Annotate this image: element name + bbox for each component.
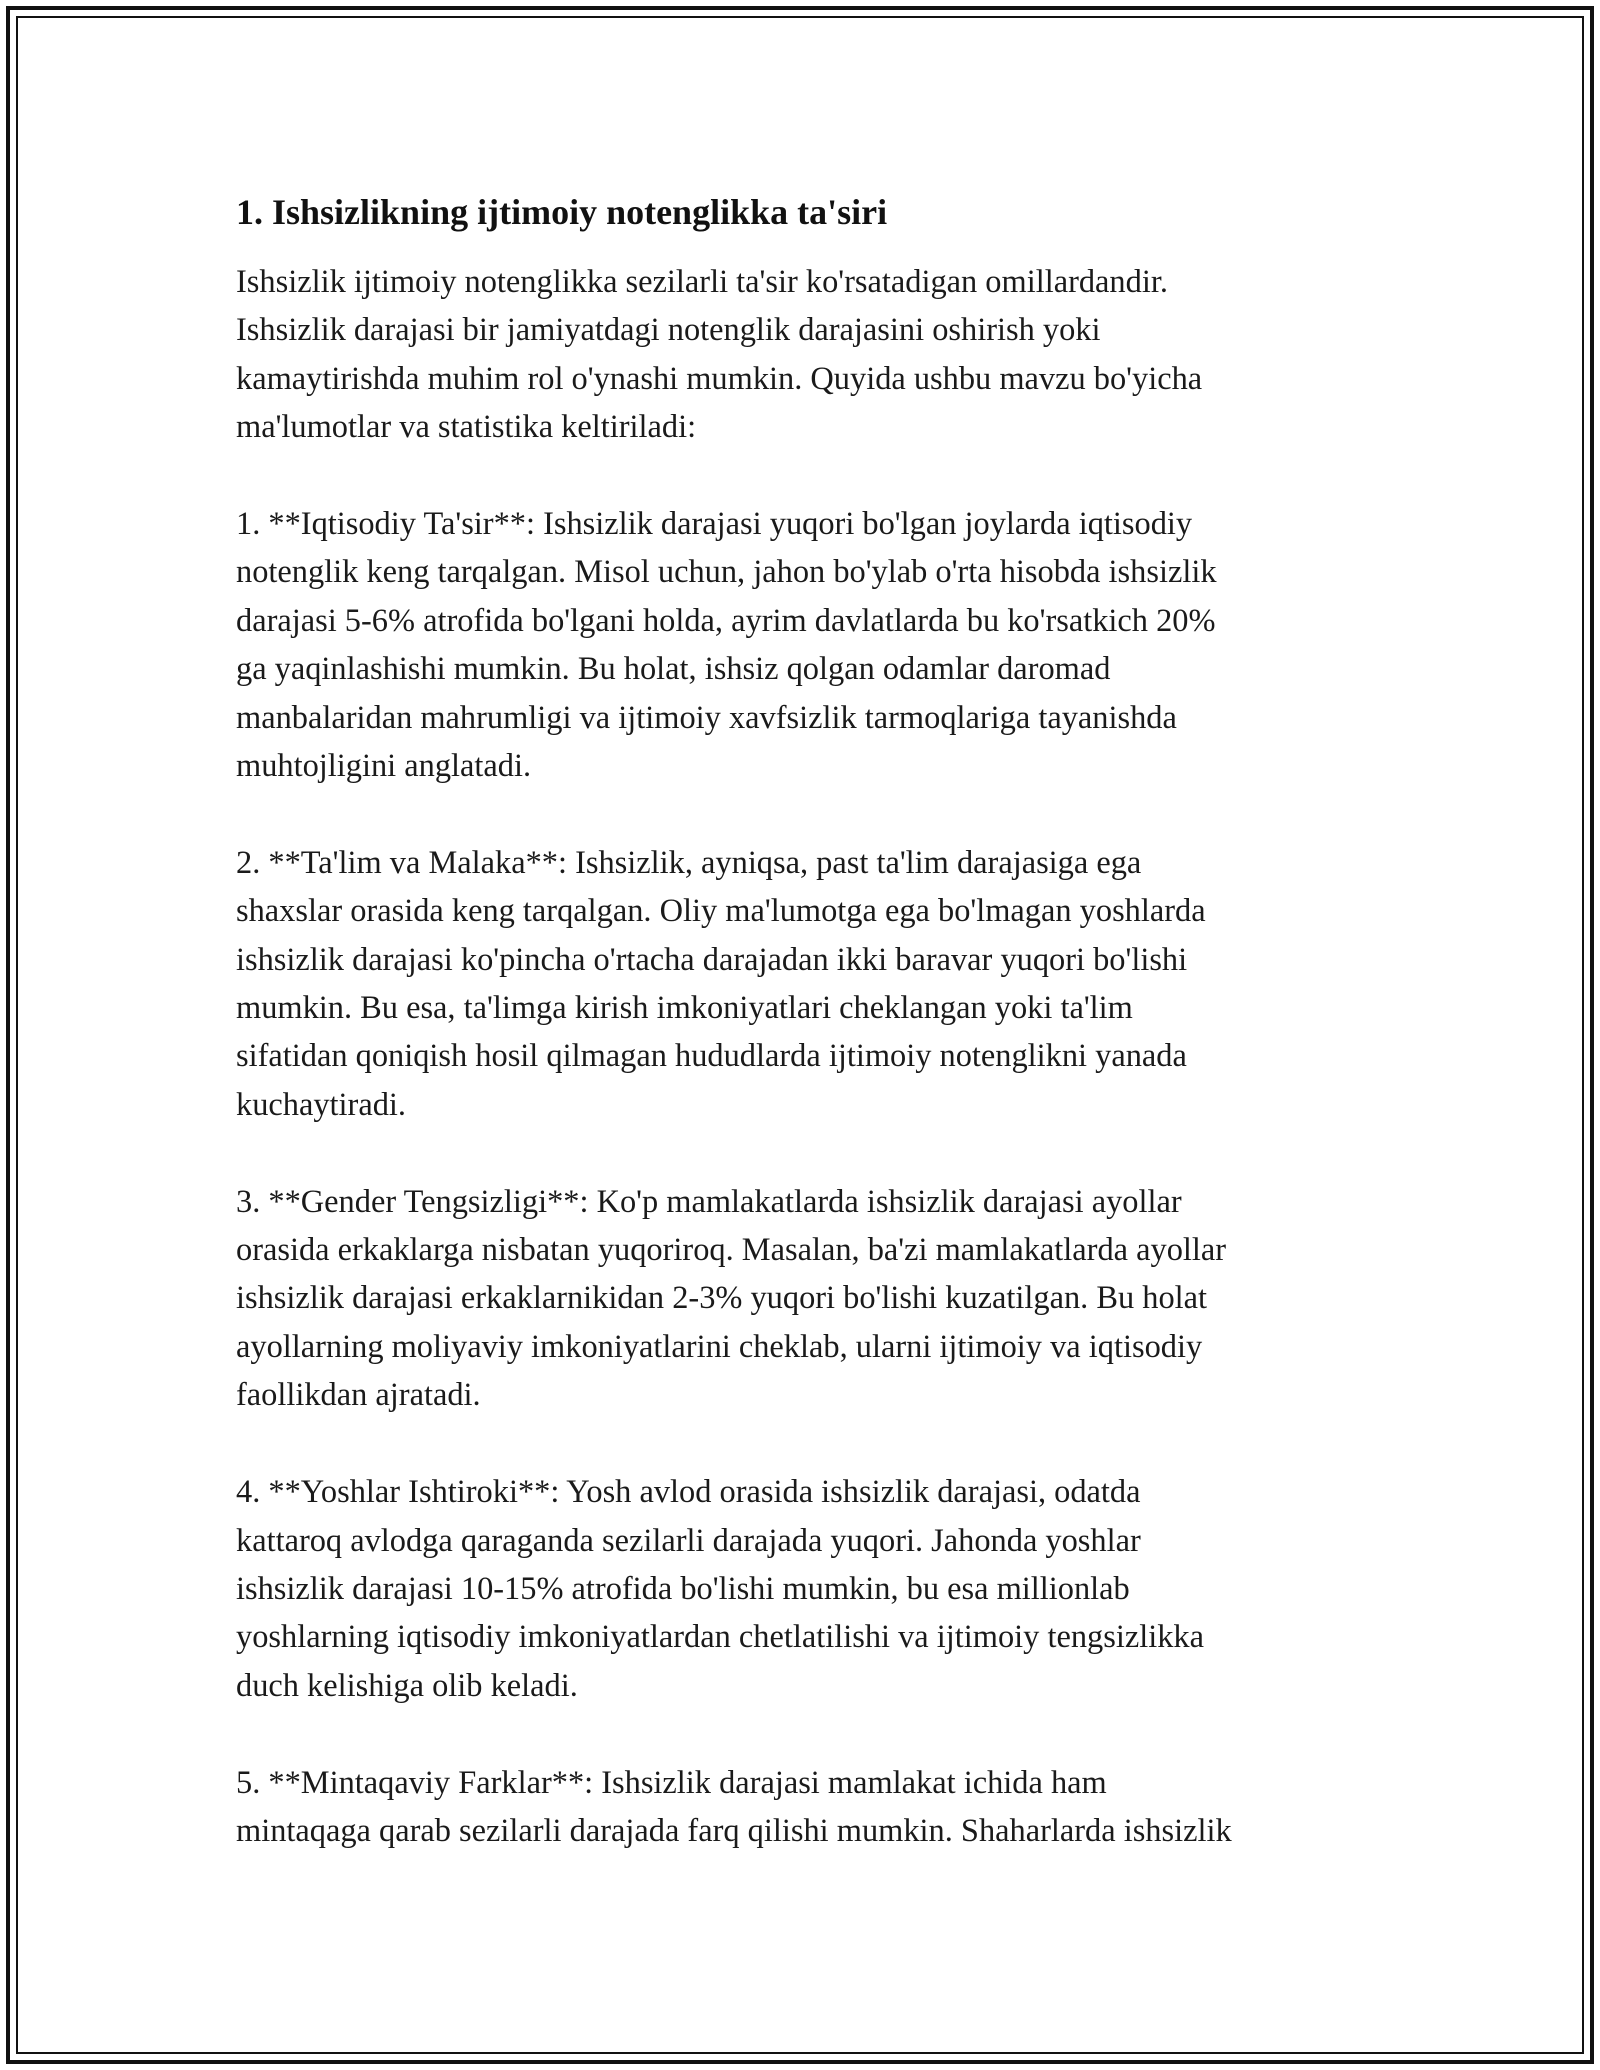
text-line: 5. **Mintaqaviy Farklar**: Ishsizlik darajasi mamlakat ichida ham: [236, 1764, 1107, 1801]
text-line: faollikdan ajratadi.: [236, 1377, 481, 1414]
text-line: 2. **Ta'lim va Malaka**: Ishsizlik, ayniqsa, past ta'lim darajasiga ega: [236, 844, 1142, 881]
section-heading: 1. Ishsizlikning ijtimoiy notenglikka ta'siri: [236, 192, 888, 232]
text-line: kattaroq avlodga qaraganda sezilarli darajada yuqori. Jahonda yoshlar: [236, 1522, 1141, 1559]
item-education-skills: [236, 839, 1386, 1129]
document-body: [236, 188, 1386, 1904]
text-line: sifatidan qoniqish hosil qilmagan hududlarda ijtimoiy notenglikni yanada: [236, 1038, 1187, 1075]
text-line: mumkin. Bu esa, ta'limga kirish imkoniyatlari cheklangan yoki ta'lim: [236, 990, 1133, 1027]
text-line: ayollarning moliyaviy imkoniyatlarini cheklab, ularni ijtimoiy va iqtisodiy: [236, 1328, 1203, 1365]
text-line: ma'lumotlar va statistika keltiriladi:: [236, 409, 697, 446]
text-line: ishsizlik darajasi ko'pincha o'rtacha darajadan ikki baravar yuqori bo'lishi: [236, 941, 1188, 978]
item-regional-differences: [236, 1759, 1386, 1856]
text-line: kuchaytiradi.: [236, 1086, 406, 1123]
text-line: ishsizlik darajasi erkaklarnikidan 2-3% yuqori bo'lishi kuzatilgan. Bu holat: [236, 1280, 1208, 1317]
text-line: kamaytirishda muhim rol o'ynashi mumkin. Quyida ushbu mavzu bo'yicha: [236, 360, 1203, 397]
text-line: notenglik keng tarqalgan. Misol uchun, jahon bo'ylab o'rta hisobda ishsizlik: [236, 554, 1217, 591]
item-gender-inequality: [236, 1178, 1386, 1420]
text-line: manbalaridan mahrumligi va ijtimoiy xavfsizlik tarmoqlariga tayanishda: [236, 699, 1177, 736]
text-line: Ishsizlik ijtimoiy notenglikka sezilarli ta'sir ko'rsatadigan omillardandir.: [236, 264, 1168, 300]
text-line: 3. **Gender Tengsizligi**: Ko'p mamlakatlarda ishsizlik darajasi ayollar: [236, 1183, 1182, 1220]
text-line: Ishsizlik darajasi bir jamiyatdagi notenglik darajasini oshirish yoki: [236, 312, 1101, 349]
text-line: 1. **Iqtisodiy Ta'sir**: Ishsizlik darajasi yuqori bo'lgan joylarda iqtisodiy: [236, 506, 1193, 543]
text-line: darajasi 5-6% atrofida bo'lgani holda, ayrim davlatlarda bu ko'rsatkich 20%: [236, 602, 1216, 639]
text-line: ishsizlik darajasi 10-15% atrofida bo'lishi mumkin, bu esa millionlab: [236, 1570, 1130, 1607]
text-line: ga yaqinlashishi mumkin. Bu holat, ishsiz qolgan odamlar daromad: [236, 651, 1111, 688]
text-line: duch kelishiga olib keladi.: [236, 1667, 578, 1704]
text-line: mintaqaga qarab sezilarli darajada farq qilishi mumkin. Shaharlarda ishsizlik: [236, 1812, 1232, 1849]
item-economic-impact: [236, 500, 1386, 790]
item-youth-participation: [236, 1468, 1386, 1710]
text-line: muhtojligini anglatadi.: [236, 748, 532, 785]
text-line: yoshlarning iqtisodiy imkoniyatlardan chetlatilishi va ijtimoiy tengsizlikka: [236, 1619, 1204, 1656]
intro-paragraph: [236, 258, 1386, 452]
text-line: shaxslar orasida keng tarqalgan. Oliy ma'lumotga ega bo'lmagan yoshlarda: [236, 893, 1206, 930]
text-line: orasida erkaklarga nisbatan yuqoriroq. Masalan, ba'zi mamlakatlarda ayollar: [236, 1232, 1227, 1269]
text-line: 4. **Yoshlar Ishtiroki**: Yosh avlod orasida ishsizlik darajasi, odatda: [236, 1474, 1141, 1511]
